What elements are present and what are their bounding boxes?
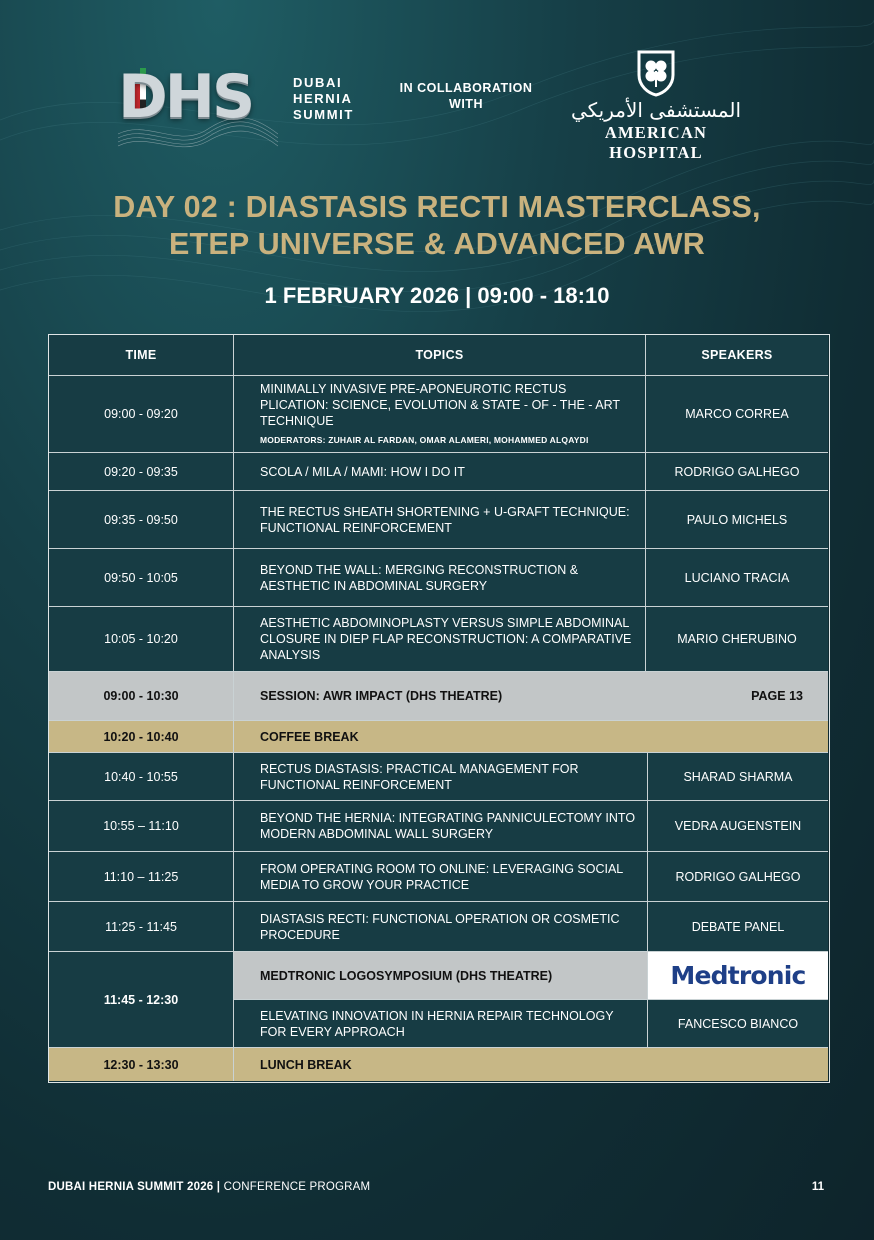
topic-cell: BEYOND THE WALL: MERGING RECONSTRUCTION & AESTHETIC IN ABDOMINAL SURGERY — [234, 549, 646, 607]
topic-cell: THE RECTUS SHEATH SHORTENING + U-GRAFT TECHNIQUE: FUNCTIONAL REINFORCEMENT — [234, 491, 646, 549]
collab-line: WITH — [449, 97, 483, 111]
speaker-cell: PAULO MICHELS — [646, 491, 828, 549]
time-cell: 10:40 - 10:55 — [49, 753, 234, 801]
speaker-cell: RODRIGO GALHEGO — [648, 852, 828, 902]
speaker-cell: VEDRA AUGENSTEIN — [648, 801, 828, 852]
header-time: TIME — [49, 335, 234, 376]
topic-cell: FROM OPERATING ROOM TO ONLINE: LEVERAGING SOCIAL MEDIA TO GROW YOUR PRACTICE — [234, 852, 648, 902]
time-cell: 09:20 - 09:35 — [49, 453, 234, 491]
session-page-ref[interactable]: PAGE 13 — [751, 689, 803, 703]
partner-name-arabic: المستشفى الأمريكي — [570, 98, 742, 122]
title-line: ETEP UNIVERSE & ADVANCED AWR — [168, 227, 706, 261]
coffee-time-cell: 10:20 - 10:40 — [49, 721, 234, 753]
collaboration-text — [396, 80, 536, 112]
american-hospital-shield-icon — [636, 49, 676, 97]
logo-wave-graphic — [118, 118, 278, 158]
time-cell: 09:50 - 10:05 — [49, 549, 234, 607]
topic-text: MINIMALLY INVASIVE PRE-APONEUROTIC RECTUS PLICATION: SCIENCE, EVOLUTION & STATE - OF - THE - ART TECHNIQUE — [260, 381, 620, 428]
header-speakers: SPEAKERS — [646, 335, 828, 376]
footer-program-label — [48, 1181, 370, 1193]
symposium-time-cell: 11:45 - 12:30 — [49, 952, 234, 1048]
collab-line: IN COLLABORATION — [399, 81, 533, 95]
time-cell: 10:05 - 10:20 — [49, 607, 234, 672]
date-time-line: 1 FEBRUARY 2026 | 09:00 - 18:10 — [264, 283, 610, 308]
program-table — [48, 334, 830, 1083]
topic-cell: AESTHETIC ABDOMINOPLASTY VERSUS SIMPLE ABDOMINAL CLOSURE IN DIEP FLAP RECONSTRUCTION: A COMPARATIVE ANALYSIS — [234, 607, 646, 672]
speaker-cell: MARIO CHERUBINO — [646, 607, 828, 672]
session-topic: SESSION: AWR IMPACT (DHS THEATRE) — [260, 689, 503, 703]
time-cell: 11:25 - 11:45 — [49, 902, 234, 952]
topic-cell: SCOLA / MILA / MAMI: HOW I DO IT — [234, 453, 646, 491]
session-topic-cell — [234, 672, 828, 721]
footer-program-text: CONFERENCE PROGRAM — [220, 1181, 371, 1193]
topic-cell: RECTUS DIASTASIS: PRACTICAL MANAGEMENT FOR FUNCTIONAL REINFORCEMENT — [234, 753, 648, 801]
medtronic-logo: Medtronic — [670, 961, 806, 990]
brand-line: DUBAI — [293, 75, 343, 90]
time-cell: 11:10 – 11:25 — [49, 852, 234, 902]
topic-cell: ELEVATING INNOVATION IN HERNIA REPAIR TECHNOLOGY FOR EVERY APPROACH — [234, 1000, 648, 1048]
moderators-text: MODERATORS: ZUHAIR AL FARDAN, OMAR ALAMERI, MOHAMMED ALQAYDI — [260, 434, 589, 445]
lunch-break-cell: LUNCH BREAK — [234, 1048, 828, 1081]
footer-summit-name: DUBAI HERNIA SUMMIT 2026 | — [48, 1181, 221, 1193]
speaker-cell: LUCIANO TRACIA — [646, 549, 828, 607]
speaker-cell: SHARAD SHARMA — [648, 753, 828, 801]
medtronic-logo-cell — [648, 952, 828, 1000]
coffee-break-cell: COFFEE BREAK — [234, 721, 828, 753]
speaker-cell: MARCO CORREA — [646, 376, 828, 453]
header-topics: TOPICS — [234, 335, 646, 376]
lunch-time-cell: 12:30 - 13:30 — [49, 1048, 234, 1081]
title-line: DAY 02 : DIASTASIS RECTI MASTERCLASS, — [113, 190, 761, 224]
brand-line: SUMMIT — [293, 107, 354, 122]
time-cell: 09:35 - 09:50 — [49, 491, 234, 549]
topic-cell: BEYOND THE HERNIA: INTEGRATING PANNICULECTOMY INTO MODERN ABDOMINAL WALL SURGERY — [234, 801, 648, 852]
time-cell: 09:00 - 09:20 — [49, 376, 234, 453]
brand-line: HERNIA — [293, 91, 353, 106]
page-title — [0, 189, 874, 263]
topic-cell — [234, 376, 646, 453]
speaker-cell: FANCESCO BIANCO — [648, 1000, 828, 1048]
time-cell: 10:55 – 11:10 — [49, 801, 234, 852]
partner-name-english: AMERICAN HOSPITAL — [604, 123, 708, 162]
dhs-logo — [118, 62, 278, 158]
speaker-cell: RODRIGO GALHEGO — [646, 453, 828, 491]
symposium-title-cell: MEDTRONIC LOGOSYMPOSIUM (DHS THEATRE) — [234, 952, 648, 1000]
topic-cell: DIASTASIS RECTI: FUNCTIONAL OPERATION OR COSMETIC PROCEDURE — [234, 902, 648, 952]
session-time-cell: 09:00 - 10:30 — [49, 672, 234, 721]
speaker-cell: DEBATE PANEL — [648, 902, 828, 952]
dhs-logo-letters: DHS — [118, 62, 253, 132]
brand-name — [293, 75, 354, 123]
page-number: 11 — [811, 1181, 824, 1193]
